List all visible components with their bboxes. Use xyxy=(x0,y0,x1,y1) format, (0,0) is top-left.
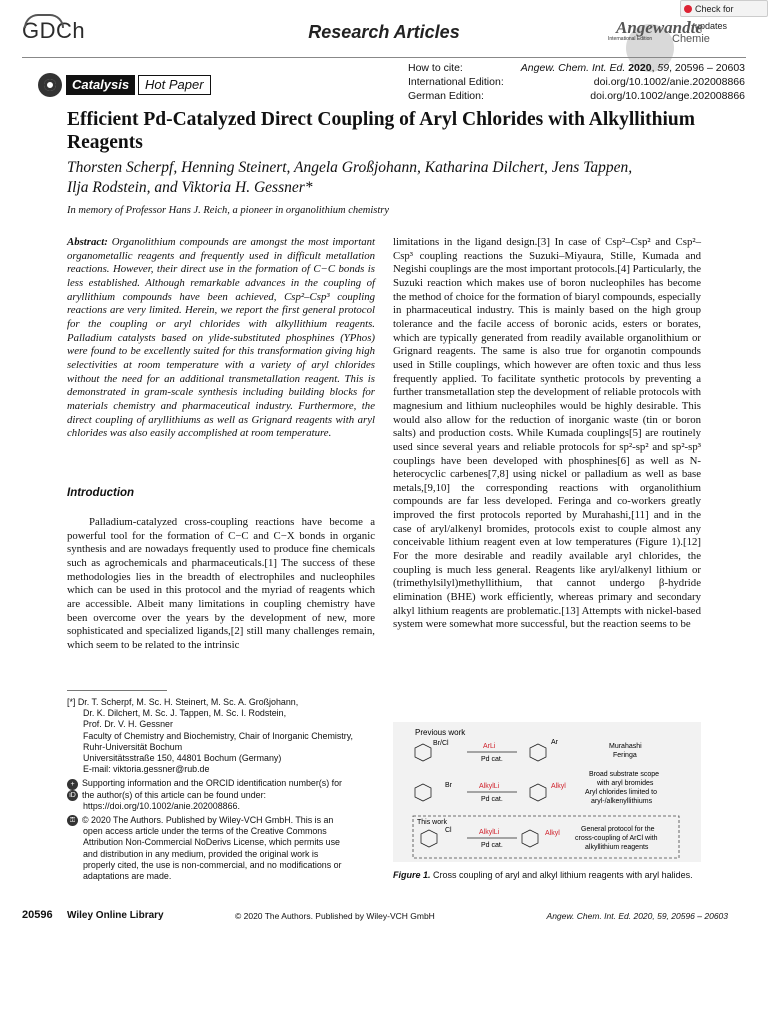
open-access-icon: ⚿ xyxy=(67,815,78,826)
orcid-icon: iD xyxy=(67,790,78,801)
figure-1 xyxy=(393,722,701,862)
check-for-updates-button[interactable] xyxy=(680,0,768,31)
category-label: Catalysis xyxy=(66,75,135,95)
angewandte-logo xyxy=(608,18,726,54)
check-updates-label: Check for updates xyxy=(695,4,734,31)
hot-paper-badge: Hot Paper xyxy=(138,75,211,95)
fn-si-1: Supporting information and the ORCID identification number(s) for xyxy=(82,778,342,789)
authors-line-2: Ilja Rodstein, and Viktoria H. Gessner* xyxy=(67,179,313,196)
row3-product-benzene-icon xyxy=(522,830,538,847)
introduction-text: Palladium-catalyzed cross-coupling reactions have become a powerful tool for the formation of C−C and C−X bonds in organic synthesis and are nowadays frequently used to produce fine chemicals such as agrochemicals and pharmaceuticals.[1] The success of these methodologies lies in the breadth of electrophiles and nucleophiles which can be used in this protocol and the myriad of reagents which are accessible. Albeit many limitations in coupling chemistry have been overcome over the years by the development of new, more sophisticated and specialized ligands,[2] still many challenges remain, which seem to be related to the intrinsic xyxy=(67,516,375,651)
row2-halide: Br xyxy=(445,782,452,789)
fn-authors-1: Dr. T. Scherpf, M. Sc. H. Steinert, M. Sc. A. Großjohann, xyxy=(77,697,299,707)
gdch-logo: GDCh xyxy=(22,18,86,43)
row3-product: Alkyl xyxy=(545,830,560,837)
row3-catalyst: Pd cat. xyxy=(481,842,503,849)
fn-oa-1: © 2020 The Authors. Published by Wiley-VCH GmbH. This is an xyxy=(82,815,334,826)
row1-note-2: Feringa xyxy=(613,752,637,759)
intl-edition-label: International Edition: xyxy=(408,76,504,88)
fn-si-doi-link[interactable]: https://doi.org/10.1002/anie.202008866. xyxy=(83,800,240,811)
row1-note-1: Murahashi xyxy=(609,743,642,750)
row2-reagent: AlkylLi xyxy=(479,783,500,790)
german-edition-label: German Edition: xyxy=(408,90,484,102)
this-work-label: This work xyxy=(417,819,447,826)
figure-caption xyxy=(393,870,701,882)
fn-authors-2: Dr. K. Dilchert, M. Sc. J. Tappen, M. Sc. I. Rodstein, xyxy=(83,708,287,719)
crossmark-icon xyxy=(684,5,692,13)
journal-logo-edition: International Edition xyxy=(608,36,653,42)
row3-note-3: alkyllithium reagents xyxy=(585,844,649,851)
row2-note-1: Broad substrate scope xyxy=(589,771,660,778)
wiley-online-library-link[interactable]: Wiley Online Library xyxy=(67,910,164,921)
authors-line-1: Thorsten Scherpf, Henning Steinert, Angela Großjohann, Katharina Dilchert, Jens Tappen, xyxy=(67,159,633,176)
figure-caption-text: Cross coupling of aryl and alkyl lithium reagents with aryl halides. xyxy=(433,870,693,880)
catalysis-icon xyxy=(38,73,62,97)
row2-note-2: with aryl bromides xyxy=(597,780,654,787)
fn-si-2: the author(s) of this article can be found under: xyxy=(82,789,267,800)
article-title: Efficient Pd-Catalyzed Direct Coupling of Aryl Chlorides with Alkyllithium Reagents xyxy=(67,109,695,153)
footnote-divider xyxy=(67,690,167,691)
row3-note-1: General protocol for the xyxy=(581,826,655,833)
row2-product-benzene-icon xyxy=(530,784,546,801)
fn-oa-4: and distribution in any medium, provided the original work is xyxy=(83,848,319,859)
figure-caption-label: Figure 1. xyxy=(393,870,431,880)
fn-affil-3: Universitätsstraße 150, 44801 Bochum (Germany) xyxy=(83,753,282,764)
footer-journal: Angew. Chem. Int. Ed. 2020, 59, 20596 – 20603 xyxy=(546,911,728,921)
row1-product-benzene-icon xyxy=(530,744,546,761)
row2-note-3: Aryl chlorides limited to xyxy=(585,789,657,796)
row1-catalyst: Pd cat. xyxy=(481,756,503,763)
fn-oa-3: Attribution Non-Commercial NoDerivs License, which permits use xyxy=(83,837,340,848)
cite-label: How to cite: xyxy=(408,62,463,74)
journal-logo-sub: Chemie xyxy=(672,33,710,45)
fn-email[interactable]: E-mail: viktoria.gessner@rub.de xyxy=(83,764,210,775)
supporting-info-icon: + xyxy=(67,779,78,790)
row1-reactant-benzene-icon xyxy=(415,744,431,761)
dedication: In memory of Professor Hans J. Reich, a pioneer in organolithium chemistry xyxy=(67,205,390,216)
section-title: Research Articles xyxy=(308,22,460,42)
row2-product: Alkyl xyxy=(551,783,566,790)
journal-logo-name: Angewandte xyxy=(616,18,703,37)
row1-halide: Br/Cl xyxy=(433,740,449,747)
introduction-right-column: limitations in the ligand design.[3] In case of Csp²–Csp² and Csp²–Csp³ coupling reactions the Suzuki–Miyaura, Stille, Kumada and Negishi couplings are the most important protocols.[4] Particularly, the Suzuki reaction which makes use of boron nucleophiles has become the method of choice for the formation of biaryl compounds, especially in pharmaceutical industry. This is mainly based on the high group tolerance and the facile access of boronic acids, esters or borates, which are typically generated from readily available organolithium or Grignard reagents. The same is also true for organotin compounds used in Stille couplings, which however are often toxic and thus less frequently applied. To facilitate synthetic protocols by preventing a further transmetallation step the development of reliable protocols with magnesium and lithium nucleophiles would be highly desirable. This would also allow for the reduction of inorganic waste (tin or boron salts) and production costs. While Kumada couplings[5] are routinely used since several years and reliable protocols for sp²-sp² and sp²-sp³ couplings have been developed with phosphines[6] as well as N-heterocyclic carbenes[7,8] using nickel or palladium as well as base metals,[9,10] the corresponding reactions with organolithium compounds are far less developed. Feringa and co-workers greatly improved the first protocols reported by Murahashi,[11] and in the case of aryl/alkenyl bromides, protocols exist to couple almost any conceivable lithium reagent even at low temperatures (Figure 1).[12] For the more desirable and readily available aryl chlorides, the coupling is much less general. Reagents like aryl/alkenyl lithium or (trimethylsilyl)methyllithium, that cannot undergo β-hydride elimination (BHE) work efficiently, whereas primary and secondary alkyl lithium reagents are problematic.[13] Attempts with nickel-based system were somewhat more successful, but the reaction seems to be xyxy=(393,236,701,631)
footer-copyright: © 2020 The Authors. Published by Wiley-VCH GmbH xyxy=(235,911,435,921)
row1-reagent: ArLi xyxy=(483,743,496,750)
german-doi-link[interactable]: doi.org/10.1002/ange.202008866 xyxy=(590,90,745,102)
author-footnote xyxy=(67,697,377,882)
previous-work-label: Previous work xyxy=(415,728,466,737)
row1-product: Ar xyxy=(551,739,558,746)
introduction-heading: Introduction xyxy=(67,487,135,499)
author-list xyxy=(67,158,707,198)
abstract xyxy=(67,236,375,441)
row3-reagent: AlkylLi xyxy=(479,829,500,836)
row3-reactant-benzene-icon xyxy=(421,830,437,847)
cite-value: Angew. Chem. Int. Ed. 2020, 59, 20596 – 20603 xyxy=(520,62,745,74)
fn-oa-5: properly cited, the use is non-commercial, and no modifications or xyxy=(83,859,342,870)
row2-catalyst: Pd cat. xyxy=(481,796,503,803)
fn-affil-2: Ruhr-Universität Bochum xyxy=(83,741,183,752)
abstract-label: Abstract: xyxy=(67,236,108,248)
row3-halide: Cl xyxy=(445,827,452,834)
fn-affil-1: Faculty of Chemistry and Biochemistry, Chair of Inorganic Chemistry, xyxy=(83,730,353,741)
row2-reactant-benzene-icon xyxy=(415,784,431,801)
footnote-marker: [*] xyxy=(67,697,76,707)
row3-note-2: cross-coupling of ArCl with xyxy=(575,835,658,842)
fn-oa-2: open access article under the terms of the Creative Commons xyxy=(83,826,327,837)
reaction-scheme xyxy=(393,722,701,862)
fn-oa-6: adaptations are made. xyxy=(83,871,172,882)
row2-note-4: aryl-/alkenyllithiums xyxy=(591,798,653,805)
header-divider xyxy=(22,57,746,58)
intl-doi-link[interactable]: doi.org/10.1002/anie.202008866 xyxy=(593,76,745,88)
fn-authors-3: Prof. Dr. V. H. Gessner xyxy=(83,719,173,730)
abstract-text: Organolithium compounds are amongst the most important organometallic reagents and frequently used in difficult metallation reactions. However, their direct use in the formation of C−C bonds is less established. Although remarkable advances in the coupling of aryllithium compounds have been achieved, Csp²–Csp³ coupling reactions are very limited. Herein, we report the first general protocol for the coupling or aryl chlorides with alkyllithium reagents. Palladium catalysts based on ylide-substituted phosphines (YPhos) were found to be excellently suited for this transformation giving high selectivities at room temperature with a variety of aryl chlorides without the need for an additional transmetallation reagent. This is demonstrated in gram-scale synthesis including building blocks for materials chemistry and pharmaceutical industry. Furthermore, the direct coupling of aryllithiums as well as Grignard reagents with aryl chlorides was also easily accomplished at room temperature. xyxy=(67,236,375,440)
page-number: 20596 xyxy=(22,909,53,921)
